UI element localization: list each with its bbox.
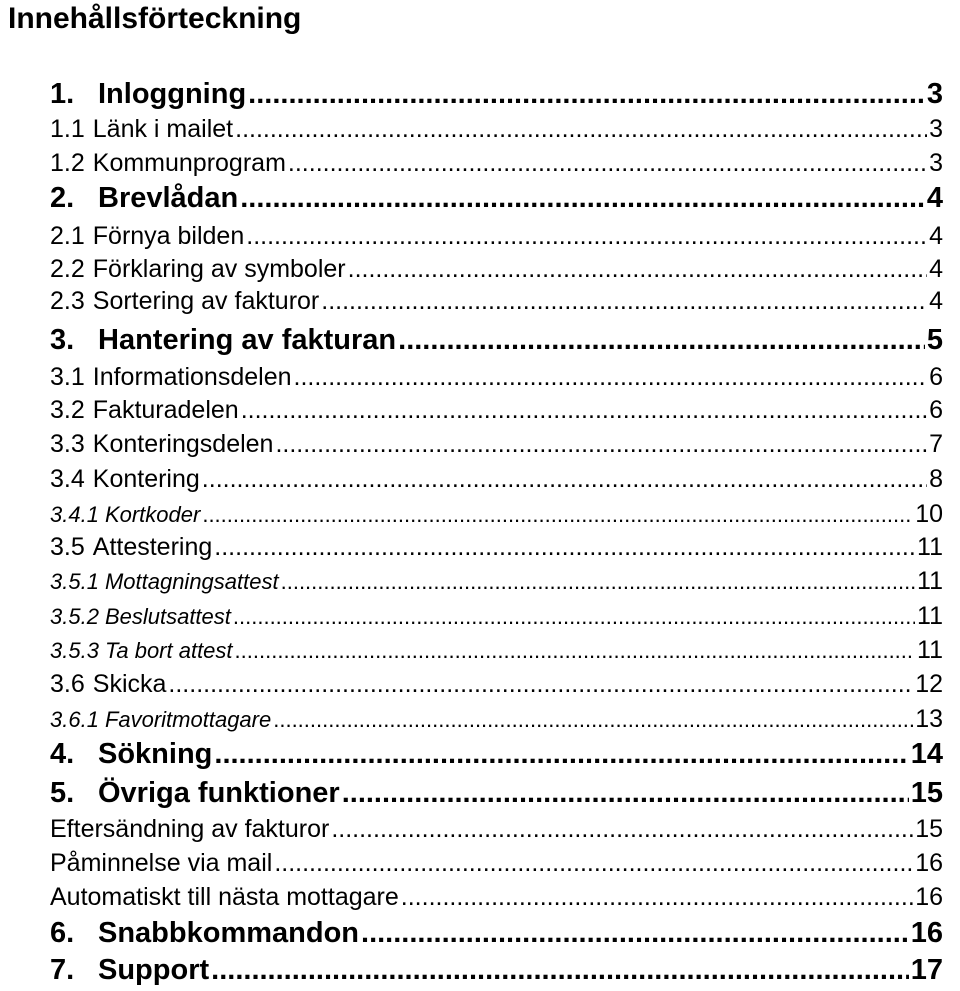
toc-entry-ovriga-funktioner[interactable] [50,775,943,811]
toc-entry-sortering-av-fakturor[interactable] [50,285,943,317]
toc-entry-label: Beslutsattest [104,604,231,629]
toc-entry-label: Sökning [98,738,213,770]
toc-entry-number: 3.5 [50,533,85,561]
toc-entry-page: 7 [929,430,943,458]
dot-leader [248,76,925,112]
toc-entry-page: 17 [910,954,943,986]
toc-entry-eftersandning-av-fakturor[interactable] [50,813,943,845]
toc-entry-favoritmottagare[interactable] [50,704,943,734]
dot-leader [202,500,913,530]
dot-leader [241,394,927,426]
toc-entry-number: 3.2 [50,396,85,424]
dot-leader [214,736,908,772]
toc-entry-skicka[interactable] [50,668,943,700]
toc-entry-page: 3 [929,115,943,143]
dot-leader [331,813,913,845]
toc-entry-page: 11 [917,567,943,595]
toc-entry-label: Länk i mailet [92,115,234,143]
toc-entry-page: 16 [910,917,943,949]
toc-entry-fakturadelen[interactable] [50,394,943,426]
dot-leader [281,567,915,597]
toc-entry-label: Ta bort attest [104,638,233,663]
dot-leader [361,915,909,951]
toc-entry-number: 2.2 [50,255,85,283]
toc-entry-support[interactable] [50,952,943,988]
toc-entry-label: Påminnelse via mail [50,849,273,877]
toc-entry-page: 8 [929,465,943,493]
toc-entry-number: 2. [50,182,75,214]
toc-entry-page: 6 [929,396,943,424]
dot-leader [398,322,925,358]
toc-entry-page: 4 [929,222,943,250]
dot-leader [401,881,913,913]
toc-entry-number: 2.1 [50,222,85,250]
dot-leader [240,180,925,216]
toc-entry-page: 4 [929,287,943,315]
toc-entry-label: Sortering av fakturor [92,287,320,315]
toc-entry-page: 13 [915,705,943,733]
dot-leader [273,705,913,735]
toc-entry-page: 15 [915,815,943,843]
toc-entry-number: 1.2 [50,149,85,177]
toc-entry-page: 3 [926,78,943,110]
toc-entry-number: 3.4 [50,465,85,493]
toc-entry-label: Attestering [92,533,213,561]
toc-entry-label: Fakturadelen [92,396,239,424]
toc-entry-number: 3.3 [50,430,85,458]
toc-entry-kommunprogram[interactable] [50,147,943,179]
toc-entry-label: Automatiskt till nästa mottagare [50,883,399,911]
toc-entry-kortkoder[interactable] [50,499,943,529]
toc-entry-sokning[interactable] [50,736,943,772]
dot-leader [275,428,927,460]
dot-leader [348,253,927,285]
toc-entry-paminnelse-via-mail[interactable] [50,847,943,879]
toc-entry-number: 4. [50,738,75,770]
toc-entry-page: 4 [929,255,943,283]
toc-entry-label: Mottagningsattest [104,569,279,594]
toc-entry-number: 7. [50,954,75,986]
toc-entry-ta-bort-attest[interactable] [50,635,943,665]
toc-entry-number: 1. [50,78,75,110]
toc-entry-number: 1.1 [50,115,85,143]
toc-entry-label: Support [98,954,210,986]
dot-leader [233,602,915,632]
toc-entry-number: 3.4.1 [50,502,99,527]
dot-leader [274,847,913,879]
toc-entry-label: Kontering [92,465,200,493]
toc-entry-kontering[interactable] [50,463,943,495]
toc-entry-page: 4 [926,182,943,214]
toc-entry-number: 2.3 [50,287,85,315]
dot-leader [321,285,927,317]
toc-entry-page: 14 [910,738,943,770]
toc-entry-automatiskt-till-nasta-mottagare[interactable] [50,881,943,913]
dot-leader [235,113,927,145]
toc-title: Innehållsförteckning [8,2,302,35]
toc-entry-page: 11 [917,636,943,664]
toc-entry-number: 3.5.3 [50,638,99,663]
toc-entry-informationsdelen[interactable] [50,361,943,393]
dot-leader [235,636,916,666]
toc-entry-inloggning[interactable] [50,76,943,112]
toc-entry-label: Förnya bilden [92,222,245,250]
toc-entry-label: Förklaring av symboler [92,255,346,283]
toc-entry-label: Övriga funktioner [98,777,340,809]
toc-entry-label: Hantering av fakturan [98,324,397,356]
toc-entry-number: 6. [50,917,75,949]
toc-entry-label: Kortkoder [104,502,201,527]
toc-entry-page: 3 [929,149,943,177]
dot-leader [214,531,915,563]
toc-entry-page: 6 [929,363,943,391]
toc-entry-number: 3.1 [50,363,85,391]
dot-leader [168,668,913,700]
toc-entry-number: 3.5.2 [50,604,99,629]
toc-entry-page: 10 [915,500,943,528]
toc-entry-beslutsattest[interactable] [50,601,943,631]
toc-entry-page: 11 [917,533,943,561]
dot-leader [202,463,927,495]
toc-entry-label: Eftersändning av fakturor [50,815,330,843]
toc-entry-attestering[interactable] [50,531,943,563]
toc-entry-number: 3. [50,324,75,356]
toc-entry-snabbkommandon[interactable] [50,915,943,951]
toc-entry-brevladan[interactable] [50,180,943,216]
toc-entry-forklaring-av-symboler[interactable] [50,253,943,285]
toc-entry-page: 11 [917,602,943,630]
toc-entry-label: Kommunprogram [92,149,286,177]
toc-entry-konteringsdelen[interactable] [50,428,943,460]
toc-entry-page: 15 [910,777,943,809]
dot-leader [294,361,928,393]
toc-entry-page: 5 [926,324,943,356]
toc-entry-lank-i-mailet[interactable] [50,113,943,145]
toc-entry-number: 3.6 [50,670,85,698]
toc-entry-hantering-av-fakturan[interactable] [50,322,943,358]
dot-leader [288,147,927,179]
dot-leader [246,220,927,252]
toc-entry-mottagningsattest[interactable] [50,566,943,596]
toc-entry-label: Inloggning [98,78,247,110]
toc-entry-number: 5. [50,777,75,809]
dot-leader [211,952,909,988]
toc-entry-page: 12 [915,670,943,698]
toc-entry-number: 3.5.1 [50,569,99,594]
toc-entry-label: Favoritmottagare [104,707,272,732]
toc-entry-label: Informationsdelen [92,363,292,391]
toc-entry-label: Snabbkommandon [98,917,360,949]
toc-entry-number: 3.6.1 [50,707,99,732]
toc-entry-label: Konteringsdelen [92,430,274,458]
toc-entry-page: 16 [915,883,943,911]
toc-entry-page: 16 [915,849,943,877]
toc-entry-label: Brevlådan [98,182,239,214]
toc-entry-fornya-bilden[interactable] [50,220,943,252]
toc-entry-label: Skicka [92,670,167,698]
dot-leader [342,775,909,811]
